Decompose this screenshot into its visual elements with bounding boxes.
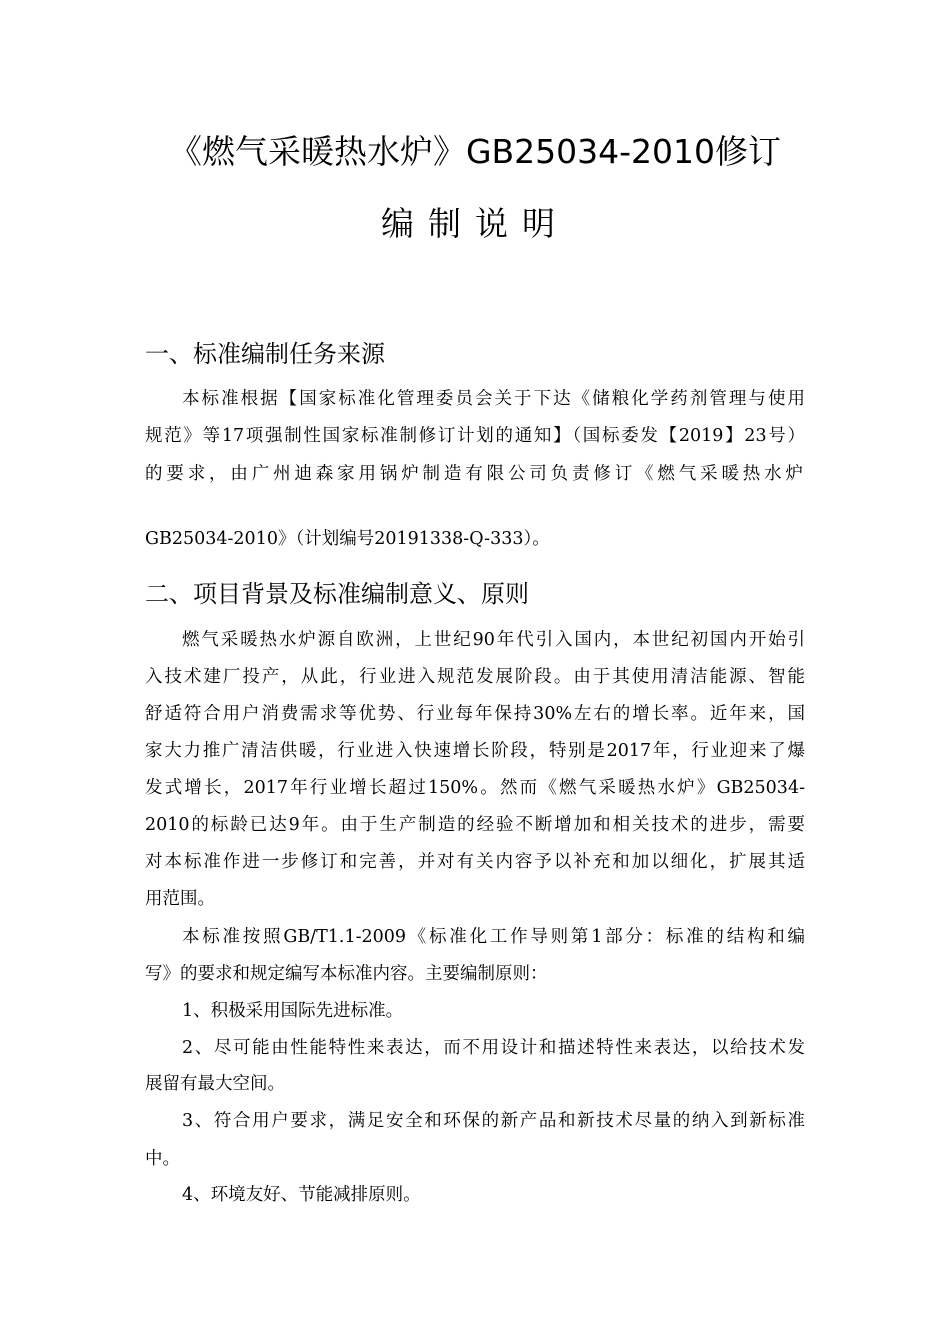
document-subtitle: 编制说明	[381, 204, 569, 243]
paragraph-line: 中。	[145, 1149, 180, 1169]
paragraph-line: 入技术建厂投产，从此，行业进入规范发展阶段。由于其使用清洁能源、智能	[145, 667, 805, 687]
paragraph-line: 规范》等17项强制性国家标准制修订计划的通知】（国标委发【2019】23号）	[145, 426, 805, 446]
principle-item-1: 1、积极采用国际先进标准。	[182, 1001, 404, 1021]
principle-item-4: 4、环境友好、节能减排原则。	[182, 1185, 421, 1205]
paragraph-line: 舒适符合用户消费需求等优势、行业每年保持30%左右的增长率。近年来，国	[145, 704, 805, 724]
section-heading-1: 一、标准编制任务来源	[145, 340, 385, 368]
paragraph-line: 2010的标龄已达9年。由于生产制造的经验不断增加和相关技术的进步，需要	[145, 815, 805, 835]
principle-item-2: 2、尽可能由性能特性来表达，而不用设计和描述特性来表达，以给技术发	[182, 1038, 805, 1058]
paragraph-line: 对本标准作进一步修订和完善，并对有关内容予以补充和加以细化，扩展其适	[145, 852, 805, 872]
paragraph-line: 家大力推广清洁供暖，行业进入快速增长阶段，特别是2017年，行业迎来了爆	[145, 741, 805, 761]
document-title: 《燃气采暖热水炉》GB25034-2010修订	[168, 132, 782, 171]
paragraph-line: 用范围。	[145, 889, 215, 909]
paragraph-line: 本标准按照GB/T1.1-2009《标准化工作导则第1部分：标准的结构和编	[182, 927, 805, 947]
paragraph-line: 写》的要求和规定编写本标准内容。主要编制原则：	[145, 964, 548, 984]
paragraph-line: 发式增长，2017年行业增长超过150%。然而《燃气采暖热水炉》GB25034-	[145, 778, 805, 798]
principle-item-3: 3、符合用户要求，满足安全和环保的新产品和新技术尽量的纳入到新标准	[182, 1111, 805, 1131]
section-heading-2: 二、项目背景及标准编制意义、原则	[145, 580, 529, 608]
paragraph-line: 展留有最大空间。	[145, 1074, 285, 1094]
paragraph-line: GB25034-2010》（计划编号20191338-Q-333）。	[145, 529, 550, 549]
paragraph-line: 燃气采暖热水炉源自欧洲，上世纪90年代引入国内，本世纪初国内开始引	[182, 630, 805, 650]
paragraph-line: 本标准根据【国家标准化管理委员会关于下达《储粮化学药剂管理与使用	[182, 389, 805, 409]
paragraph-line: 的要求，由广州迪森家用锅炉制造有限公司负责修订《燃气采暖热水炉	[145, 464, 805, 484]
